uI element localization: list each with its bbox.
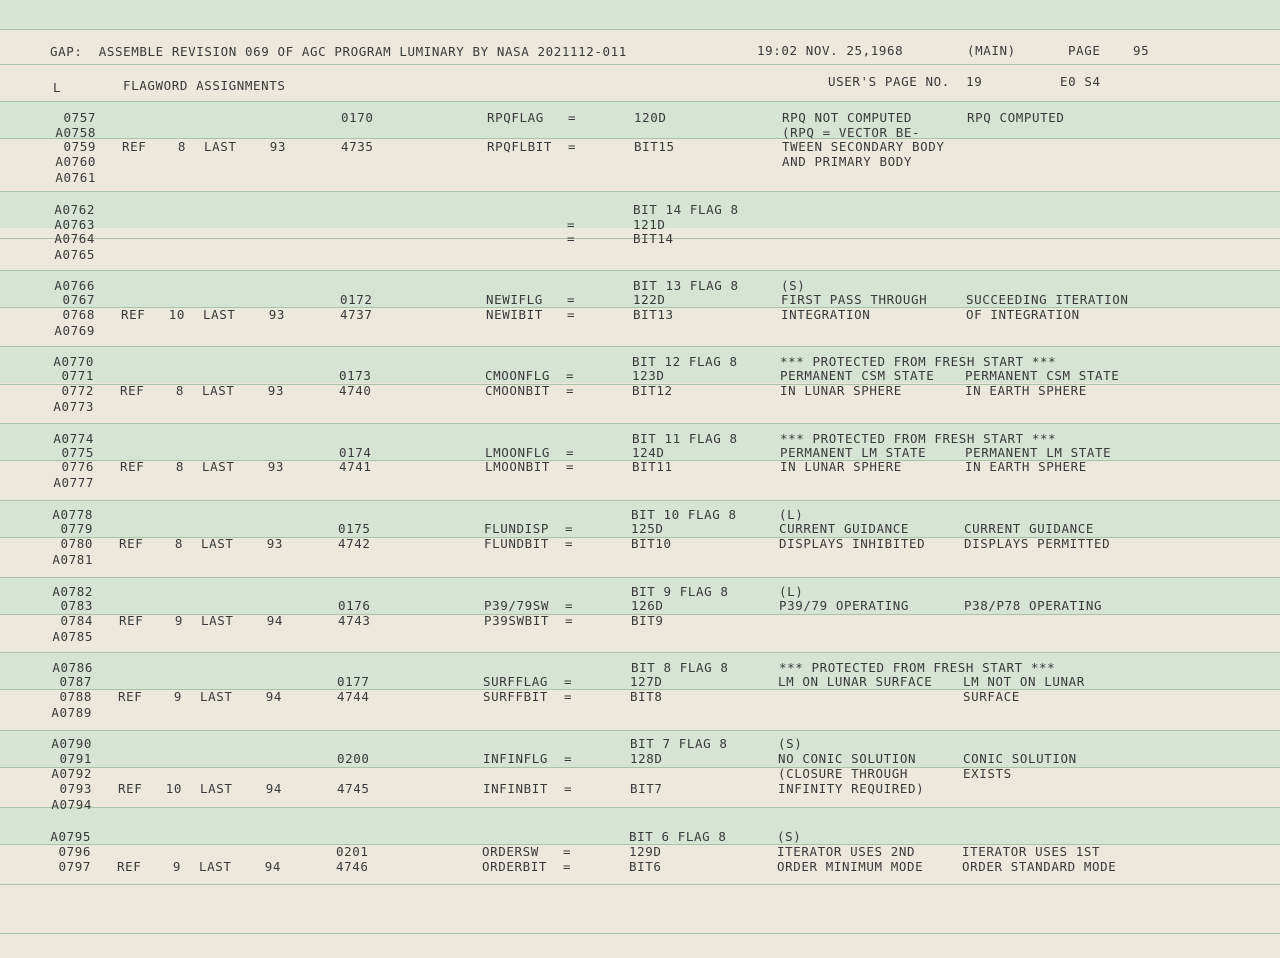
ruled-line xyxy=(0,270,1280,271)
line-addr: 0170 xyxy=(341,110,374,125)
ruled-line xyxy=(0,64,1280,65)
line-sym: ORDERBIT xyxy=(482,859,548,874)
line-eq: = xyxy=(565,598,574,613)
line-lastn: 94 xyxy=(265,689,282,704)
line-addr: 4735 xyxy=(341,139,374,154)
line-val: 126D xyxy=(631,598,664,613)
line-num: A0758 xyxy=(55,125,96,140)
line-addr: 4744 xyxy=(337,689,370,704)
line-last: LAST xyxy=(200,781,233,796)
line-c1: INTEGRATION xyxy=(781,307,871,322)
line-eq: = xyxy=(565,613,574,628)
line-c2: CONIC SOLUTION xyxy=(963,751,1077,766)
line-addr: 0177 xyxy=(337,674,370,689)
line-c2: ITERATOR USES 1ST xyxy=(962,844,1101,859)
header-title: GAP: ASSEMBLE REVISION 069 OF AGC PROGRAM LUMINARY BY NASA 2021112-011 xyxy=(50,44,627,59)
line-lastn: 94 xyxy=(265,781,282,796)
line-eq: = xyxy=(566,445,575,460)
line-lastn: 93 xyxy=(268,307,285,322)
line-val: 124D xyxy=(632,445,665,460)
line-num: A0764 xyxy=(54,231,95,246)
line-num: A0778 xyxy=(52,507,93,522)
line-eq: = xyxy=(564,751,573,766)
line-c1: NO CONIC SOLUTION xyxy=(778,751,917,766)
line-c1: LM ON LUNAR SURFACE xyxy=(778,674,933,689)
greenbar-band xyxy=(0,0,1280,29)
line-sym: LMOONBIT xyxy=(485,459,551,474)
line-val: BIT12 xyxy=(632,383,673,398)
header-page-number: 95 xyxy=(1133,43,1150,58)
line-val: BIT 13 FLAG 8 xyxy=(633,278,739,293)
line-c1: *** PROTECTED FROM FRESH START *** xyxy=(780,431,1057,446)
section-title: FLAGWORD ASSIGNMENTS xyxy=(123,78,286,93)
line-c2: PERMANENT LM STATE xyxy=(965,445,1112,460)
line-c1: ITERATOR USES 2ND xyxy=(777,844,916,859)
line-eq: = xyxy=(567,231,576,246)
line-addr: 4743 xyxy=(338,613,371,628)
line-lastn: 93 xyxy=(267,383,284,398)
line-eq: = xyxy=(565,521,574,536)
line-num: A0765 xyxy=(54,247,95,262)
line-sym: P39/79SW xyxy=(484,598,550,613)
line-c1: ORDER MINIMUM MODE xyxy=(777,859,924,874)
line-num: A0777 xyxy=(53,475,94,490)
line-c1: PERMANENT LM STATE xyxy=(780,445,927,460)
line-num: A0794 xyxy=(51,797,92,812)
line-sym: RPQFLAG xyxy=(487,110,544,125)
line-refn: 10 xyxy=(165,781,182,796)
line-c1: AND PRIMARY BODY xyxy=(782,154,913,169)
line-last: LAST xyxy=(201,613,234,628)
line-val: 123D xyxy=(632,368,665,383)
line-num: 0779 xyxy=(60,521,93,536)
line-refn: 10 xyxy=(168,307,185,322)
line-c1: TWEEN SECONDARY BODY xyxy=(782,139,945,154)
ruled-line xyxy=(0,423,1280,424)
line-ref: REF xyxy=(119,613,144,628)
line-ref: REF xyxy=(118,689,143,704)
line-sym: SURFFBIT xyxy=(483,689,549,704)
line-sym: NEWIFLG xyxy=(486,292,543,307)
line-ref: REF xyxy=(122,139,147,154)
line-sym: FLUNDISP xyxy=(484,521,550,536)
line-num: 0757 xyxy=(63,110,96,125)
line-num: A0760 xyxy=(55,154,96,169)
line-c1: *** PROTECTED FROM FRESH START *** xyxy=(779,660,1056,675)
line-c1: (L) xyxy=(779,584,804,599)
line-num: 0759 xyxy=(63,139,96,154)
ruled-line xyxy=(0,652,1280,653)
line-lastn: 94 xyxy=(264,859,281,874)
line-addr: 4741 xyxy=(339,459,372,474)
line-last: LAST xyxy=(202,459,235,474)
line-num: 0783 xyxy=(60,598,93,613)
line-eq: = xyxy=(563,844,572,859)
line-num: A0785 xyxy=(52,629,93,644)
line-addr: 0173 xyxy=(339,368,372,383)
line-c2: PERMANENT CSM STATE xyxy=(965,368,1120,383)
line-sym: ORDERSW xyxy=(482,844,539,859)
line-num: 0788 xyxy=(59,689,92,704)
line-val: 128D xyxy=(630,751,663,766)
line-num: A0786 xyxy=(52,660,93,675)
line-num: A0769 xyxy=(54,323,95,338)
line-c1: IN LUNAR SPHERE xyxy=(780,459,902,474)
line-val: 129D xyxy=(629,844,662,859)
line-sym: CMOONBIT xyxy=(485,383,551,398)
line-val: BIT7 xyxy=(630,781,663,796)
line-eq: = xyxy=(567,307,576,322)
line-eq: = xyxy=(567,292,576,307)
line-eq: = xyxy=(563,859,572,874)
line-c1: (L) xyxy=(779,507,804,522)
line-sym: CMOONFLG xyxy=(485,368,551,383)
line-num: 0775 xyxy=(61,445,94,460)
line-c2: IN EARTH SPHERE xyxy=(965,383,1087,398)
line-num: 0772 xyxy=(61,383,94,398)
line-num: 0793 xyxy=(59,781,92,796)
line-ref: REF xyxy=(117,859,142,874)
line-refn: 9 xyxy=(174,613,183,628)
ruled-line xyxy=(0,730,1280,731)
line-c1: CURRENT GUIDANCE xyxy=(779,521,910,536)
ruled-line xyxy=(0,807,1280,808)
line-sym: SURFFLAG xyxy=(483,674,549,689)
line-num: 0768 xyxy=(62,307,95,322)
line-sym: FLUNDBIT xyxy=(484,536,550,551)
line-eq: = xyxy=(566,383,575,398)
line-last: LAST xyxy=(203,307,236,322)
line-c1: (S) xyxy=(778,736,803,751)
line-refn: 9 xyxy=(172,859,181,874)
line-c1: RPQ NOT COMPUTED xyxy=(782,110,913,125)
line-val: BIT9 xyxy=(631,613,664,628)
line-addr: 0200 xyxy=(337,751,370,766)
line-num: 0797 xyxy=(58,859,91,874)
line-addr: 4740 xyxy=(339,383,372,398)
ruled-line xyxy=(0,933,1280,934)
header-eo-code: E0 S4 xyxy=(1060,74,1101,89)
line-num: 0796 xyxy=(58,844,91,859)
line-sym: INFINBIT xyxy=(483,781,549,796)
ruled-line xyxy=(0,101,1280,102)
line-c1: INFINITY REQUIRED) xyxy=(778,781,925,796)
header-timestamp: 19:02 NOV. 25,1968 xyxy=(757,43,904,58)
line-c2: ORDER STANDARD MODE xyxy=(962,859,1117,874)
line-eq: = xyxy=(565,536,574,551)
line-num: 0767 xyxy=(62,292,95,307)
line-c1: FIRST PASS THROUGH xyxy=(781,292,928,307)
line-c1: (RPQ = VECTOR BE- xyxy=(782,125,921,140)
line-refn: 8 xyxy=(175,383,184,398)
line-val: BIT 12 FLAG 8 xyxy=(632,354,738,369)
line-c1: PERMANENT CSM STATE xyxy=(780,368,935,383)
line-sym: P39SWBIT xyxy=(484,613,550,628)
line-c1: (S) xyxy=(777,829,802,844)
line-num: A0762 xyxy=(54,202,95,217)
line-refn: 9 xyxy=(173,689,182,704)
line-val: 121D xyxy=(633,217,666,232)
line-lastn: 93 xyxy=(266,536,283,551)
line-num: 0787 xyxy=(59,674,92,689)
line-ref: REF xyxy=(118,781,143,796)
line-val: BIT15 xyxy=(634,139,675,154)
line-addr: 4746 xyxy=(336,859,369,874)
line-c2: EXISTS xyxy=(963,766,1012,781)
header-main: (MAIN) xyxy=(967,43,1016,58)
line-c2: P38/P78 OPERATING xyxy=(964,598,1103,613)
line-last: LAST xyxy=(202,383,235,398)
line-last: LAST xyxy=(204,139,237,154)
line-eq: = xyxy=(564,674,573,689)
line-val: BIT 11 FLAG 8 xyxy=(632,431,738,446)
line-addr: 4737 xyxy=(340,307,373,322)
line-addr: 4745 xyxy=(337,781,370,796)
line-val: BIT 10 FLAG 8 xyxy=(631,507,737,522)
line-val: BIT 9 FLAG 8 xyxy=(631,584,729,599)
line-c1: P39/79 OPERATING xyxy=(779,598,910,613)
line-num: A0761 xyxy=(55,170,96,185)
line-c1: DISPLAYS INHIBITED xyxy=(779,536,926,551)
ruled-line xyxy=(0,577,1280,578)
line-c1: (S) xyxy=(781,278,806,293)
ruled-line xyxy=(0,346,1280,347)
users-page-number: USER'S PAGE NO. 19 xyxy=(828,74,983,89)
line-refn: 8 xyxy=(175,459,184,474)
line-ref: REF xyxy=(120,459,145,474)
line-val: BIT 14 FLAG 8 xyxy=(633,202,739,217)
line-val: BIT 6 FLAG 8 xyxy=(629,829,727,844)
line-ref: REF xyxy=(119,536,144,551)
line-num: 0784 xyxy=(60,613,93,628)
line-c2: DISPLAYS PERMITTED xyxy=(964,536,1111,551)
line-addr: 0172 xyxy=(340,292,373,307)
line-num: A0770 xyxy=(53,354,94,369)
line-val: BIT8 xyxy=(630,689,663,704)
line-addr: 0176 xyxy=(338,598,371,613)
line-c2: OF INTEGRATION xyxy=(966,307,1080,322)
line-val: 120D xyxy=(634,110,667,125)
line-val: BIT13 xyxy=(633,307,674,322)
line-num: A0792 xyxy=(51,766,92,781)
line-c2: SURFACE xyxy=(963,689,1020,704)
line-eq: = xyxy=(566,368,575,383)
line-num: A0781 xyxy=(52,552,93,567)
header-l-marker: L xyxy=(53,80,62,95)
line-lastn: 94 xyxy=(266,613,283,628)
line-num: A0773 xyxy=(53,399,94,414)
line-val: BIT 7 FLAG 8 xyxy=(630,736,728,751)
line-num: A0795 xyxy=(50,829,91,844)
line-addr: 0201 xyxy=(336,844,369,859)
line-num: A0766 xyxy=(54,278,95,293)
line-num: A0789 xyxy=(51,705,92,720)
line-num: A0763 xyxy=(54,217,95,232)
ruled-line xyxy=(0,500,1280,501)
line-c1: IN LUNAR SPHERE xyxy=(780,383,902,398)
line-c1: (CLOSURE THROUGH xyxy=(778,766,909,781)
line-eq: = xyxy=(566,459,575,474)
line-c2: LM NOT ON LUNAR xyxy=(963,674,1085,689)
line-c2: SUCCEEDING ITERATION xyxy=(966,292,1129,307)
line-val: BIT 8 FLAG 8 xyxy=(631,660,729,675)
line-val: 127D xyxy=(630,674,663,689)
line-ref: REF xyxy=(121,307,146,322)
line-addr: 0175 xyxy=(338,521,371,536)
ruled-line xyxy=(0,29,1280,30)
line-c1: *** PROTECTED FROM FRESH START *** xyxy=(780,354,1057,369)
line-eq: = xyxy=(564,689,573,704)
line-val: BIT10 xyxy=(631,536,672,551)
ruled-line xyxy=(0,767,1280,768)
line-sym: LMOONFLG xyxy=(485,445,551,460)
line-refn: 8 xyxy=(177,139,186,154)
line-num: A0790 xyxy=(51,736,92,751)
line-eq: = xyxy=(568,139,577,154)
line-num: A0774 xyxy=(53,431,94,446)
line-sym: RPQFLBIT xyxy=(487,139,553,154)
line-refn: 8 xyxy=(174,536,183,551)
ruled-line xyxy=(0,191,1280,192)
line-addr: 0174 xyxy=(339,445,372,460)
line-lastn: 93 xyxy=(269,139,286,154)
line-last: LAST xyxy=(199,859,232,874)
line-eq: = xyxy=(564,781,573,796)
line-val: BIT14 xyxy=(633,231,674,246)
line-val: 125D xyxy=(631,521,664,536)
line-sym: INFINFLG xyxy=(483,751,549,766)
line-c2: RPQ COMPUTED xyxy=(967,110,1065,125)
line-num: 0776 xyxy=(61,459,94,474)
line-val: BIT6 xyxy=(629,859,662,874)
line-num: 0791 xyxy=(59,751,92,766)
line-c2: IN EARTH SPHERE xyxy=(965,459,1087,474)
line-last: LAST xyxy=(200,689,233,704)
line-num: 0780 xyxy=(60,536,93,551)
line-val: 122D xyxy=(633,292,666,307)
line-c2: CURRENT GUIDANCE xyxy=(964,521,1095,536)
line-sym: NEWIBIT xyxy=(486,307,543,322)
ruled-line xyxy=(0,884,1280,885)
line-eq: = xyxy=(568,110,577,125)
line-last: LAST xyxy=(201,536,234,551)
line-val: BIT11 xyxy=(632,459,673,474)
line-num: A0782 xyxy=(52,584,93,599)
header-page-label: PAGE xyxy=(1068,43,1101,58)
line-eq: = xyxy=(567,217,576,232)
line-ref: REF xyxy=(120,383,145,398)
line-addr: 4742 xyxy=(338,536,371,551)
line-lastn: 93 xyxy=(267,459,284,474)
line-num: 0771 xyxy=(61,368,94,383)
